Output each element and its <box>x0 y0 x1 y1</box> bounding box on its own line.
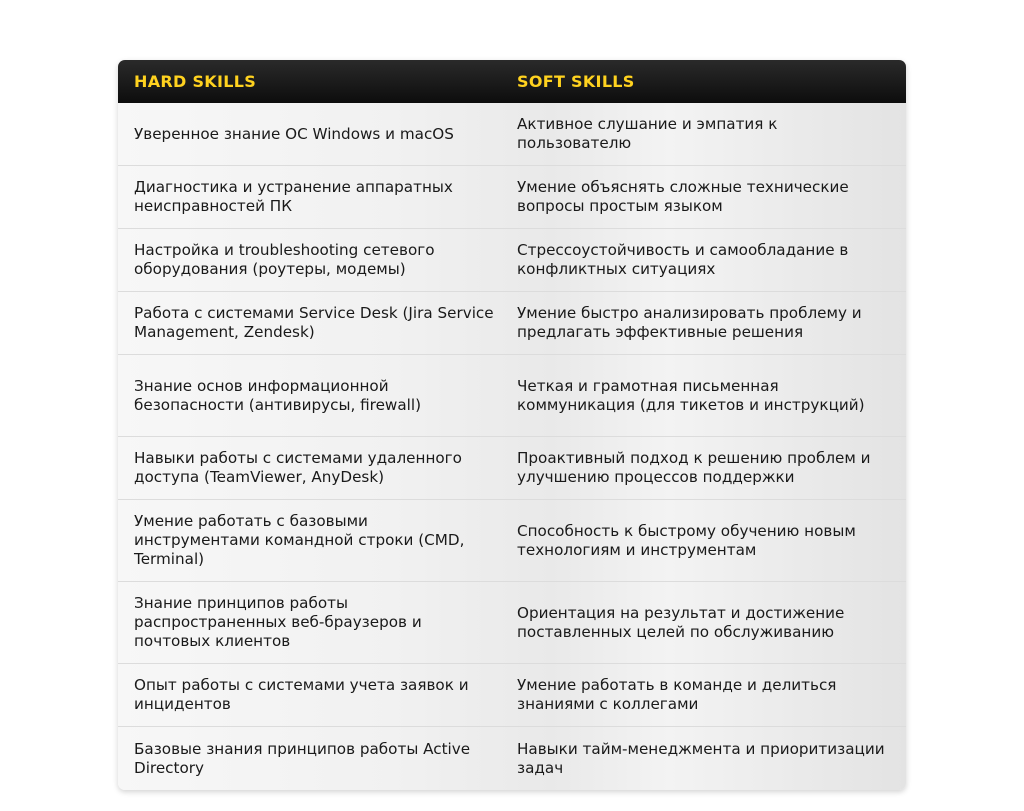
skills-table <box>118 60 906 790</box>
soft-skills-header: SOFT SKILLS <box>517 72 635 91</box>
soft-skill-cell: Стрессоустойчивость и самообладание в конфликтных ситуациях <box>517 241 849 278</box>
hard-skill-cell: Знание принципов работы распространенных веб-браузеров и почтовых клиентов <box>134 594 422 650</box>
table-row <box>118 664 906 727</box>
soft-skill-cell: Активное слушание и эмпатия к пользователю <box>517 115 778 152</box>
table-row <box>118 727 906 790</box>
hard-skill-cell: Базовые знания принципов работы Active Directory <box>134 739 471 777</box>
table-row <box>118 437 906 500</box>
hard-skills-header: HARD SKILLS <box>134 72 257 91</box>
soft-skill-cell: Умение объяснять сложные технические вопросы простым языком <box>517 178 849 215</box>
soft-skill-cell: Способность к быстрому обучению новым технологиям и инструментам <box>517 521 856 559</box>
soft-skill-cell: Проактивный подход к решению проблем и улучшению процессов поддержки <box>517 449 871 486</box>
hard-skill-cell: Знание основ информационной безопасности (антивирусы, firewall) <box>134 376 422 414</box>
hard-skill-cell: Работа с системами Service Desk (Jira Service Management, Zendesk) <box>134 304 494 341</box>
table-row <box>118 500 906 582</box>
soft-skill-cell: Навыки тайм-менеджмента и приоритизации задач <box>517 739 885 777</box>
soft-skill-cell: Ориентация на результат и достижение поставленных целей по обслуживанию <box>517 603 845 641</box>
table-row <box>118 355 906 437</box>
hard-skill-cell: Диагностика и устранение аппаратных неисправностей ПК <box>134 178 453 215</box>
hard-skill-cell: Настройка и troubleshooting сетевого оборудования (роутеры, модемы) <box>134 241 435 278</box>
soft-skill-cell: Умение работать в команде и делиться знаниями с коллегами <box>517 676 837 713</box>
soft-skill-cell: Умение быстро анализировать проблему и предлагать эффективные решения <box>517 304 862 341</box>
hard-skill-cell: Умение работать с базовыми инструментами командной строки (CMD, Terminal) <box>134 512 465 568</box>
table-row <box>118 229 906 292</box>
hard-skill-cell: Навыки работы с системами удаленного доступа (TeamViewer, AnyDesk) <box>134 449 462 486</box>
table-row <box>118 166 906 229</box>
hard-skill-cell: Опыт работы с системами учета заявок и инцидентов <box>134 676 469 713</box>
soft-skill-cell: Четкая и грамотная письменная коммуникация (для тикетов и инструкций) <box>517 376 865 414</box>
hard-skill-cell: Уверенное знание ОС Windows и macOS <box>134 124 454 143</box>
table-header <box>118 60 906 103</box>
table-row <box>118 292 906 355</box>
table-row <box>118 582 906 664</box>
table-row <box>118 103 906 166</box>
